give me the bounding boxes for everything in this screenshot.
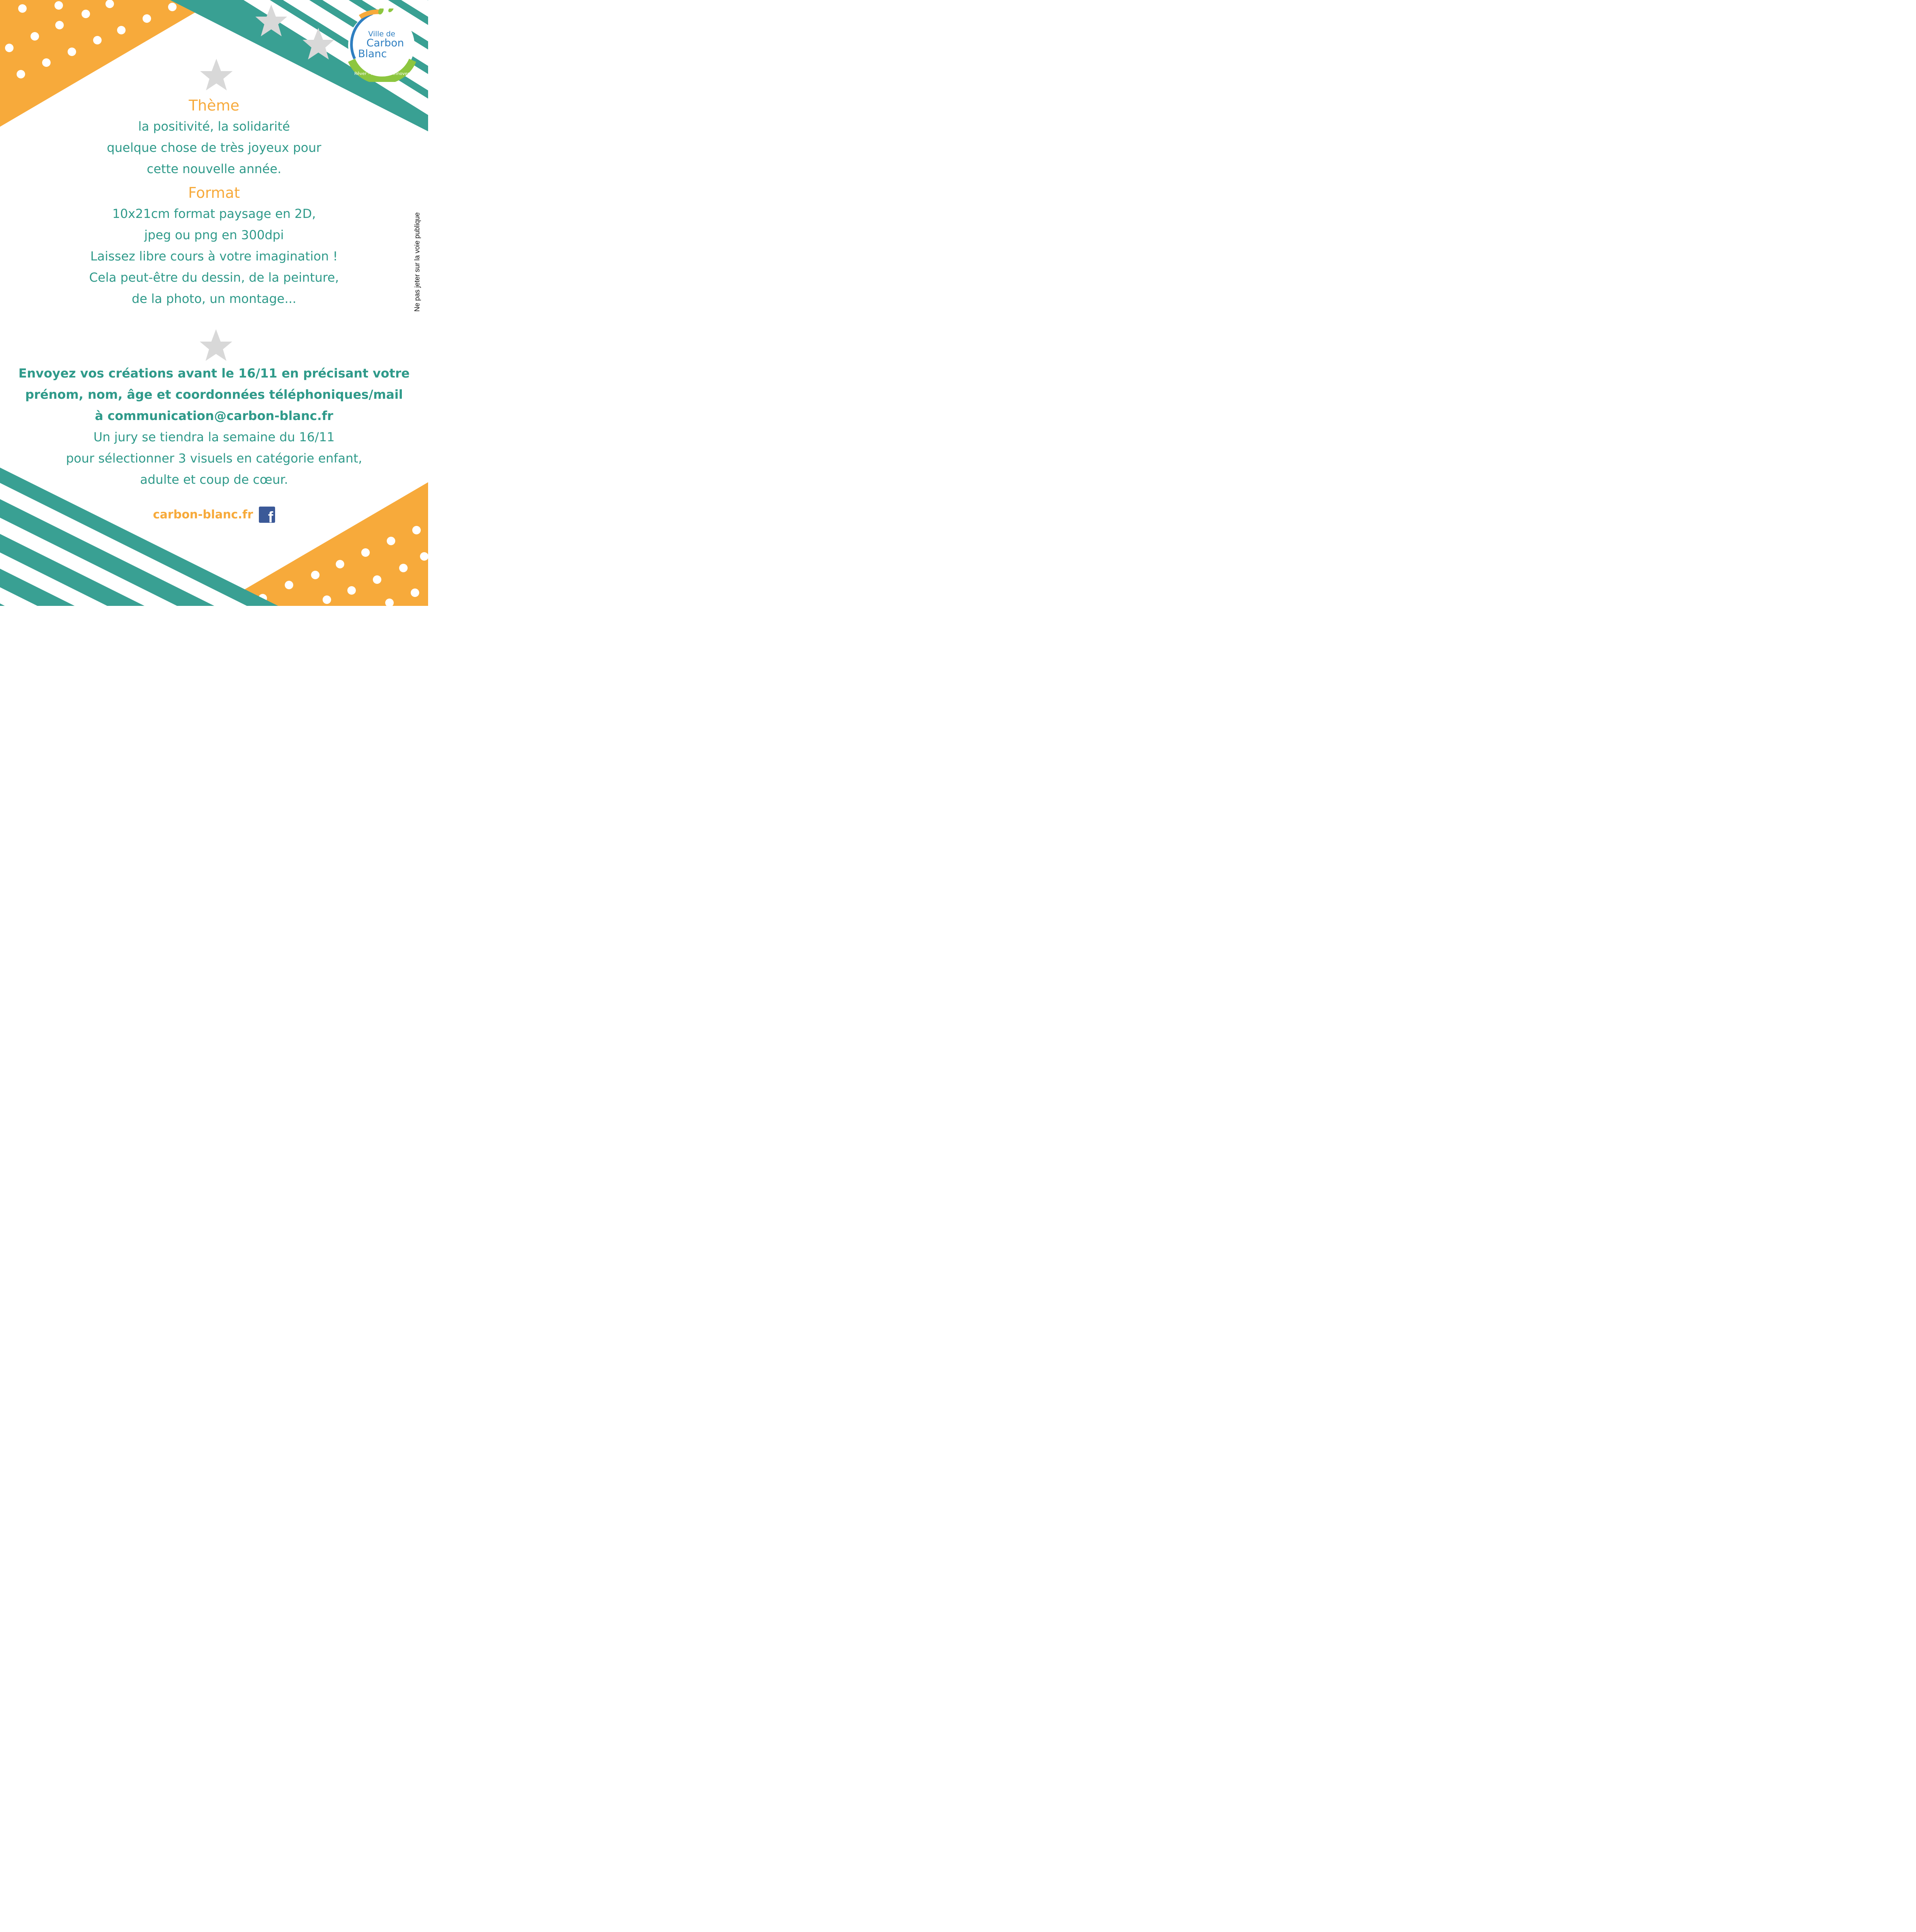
- orange-triangle-bottom-right: [216, 482, 428, 606]
- logo-text-blanc: Blanc: [358, 48, 387, 60]
- logo-tagline: Rêver - Partager - Innover: [354, 71, 410, 76]
- theme-section: [0, 95, 428, 180]
- facebook-icon[interactable]: f: [259, 507, 275, 523]
- theme-line: quelque chose de très joyeux pour: [107, 140, 321, 155]
- side-note: Ne pas jeter sur la voie publique: [413, 212, 421, 312]
- website-link[interactable]: carbon-blanc.fr: [153, 508, 253, 522]
- format-heading: Format: [188, 184, 240, 201]
- format-line: Laissez libre cours à votre imagination !: [90, 249, 338, 264]
- theme-heading: Thème: [189, 97, 240, 114]
- submission-bold-line: prénom, nom, âge et coordonnées téléphoniques/mail: [25, 387, 403, 402]
- footer: [0, 507, 428, 523]
- jury-line: Un jury se tiendra la semaine du 16/11: [93, 430, 335, 444]
- theme-line: cette nouvelle année.: [146, 162, 282, 176]
- star-icon: [200, 59, 233, 90]
- format-section: [0, 182, 428, 310]
- format-line: jpeg ou png en 300dpi: [144, 228, 284, 242]
- jury-line: pour sélectionner 3 visuels en catégorie enfant,: [66, 451, 362, 466]
- jury-line: adulte et coup de cœur.: [140, 472, 288, 487]
- submission-section: [0, 363, 428, 490]
- theme-line: la positivité, la solidarité: [138, 119, 290, 134]
- submission-bold-line: Envoyez vos créations avant le 16/11 en précisant votre: [18, 366, 410, 381]
- star-icon: [200, 329, 232, 361]
- format-line: Cela peut-être du dessin, de la peinture,: [89, 270, 339, 285]
- format-line: 10x21cm format paysage en 2D,: [112, 206, 316, 221]
- logo-text-ville-de: Ville de: [368, 30, 395, 38]
- carbon-blanc-logo: [345, 9, 418, 82]
- format-line: de la photo, un montage...: [132, 291, 296, 306]
- poster: [0, 0, 428, 606]
- submission-email-line[interactable]: à communication@carbon-blanc.fr: [95, 408, 333, 423]
- logo-text-carbon: Carbon: [366, 37, 404, 49]
